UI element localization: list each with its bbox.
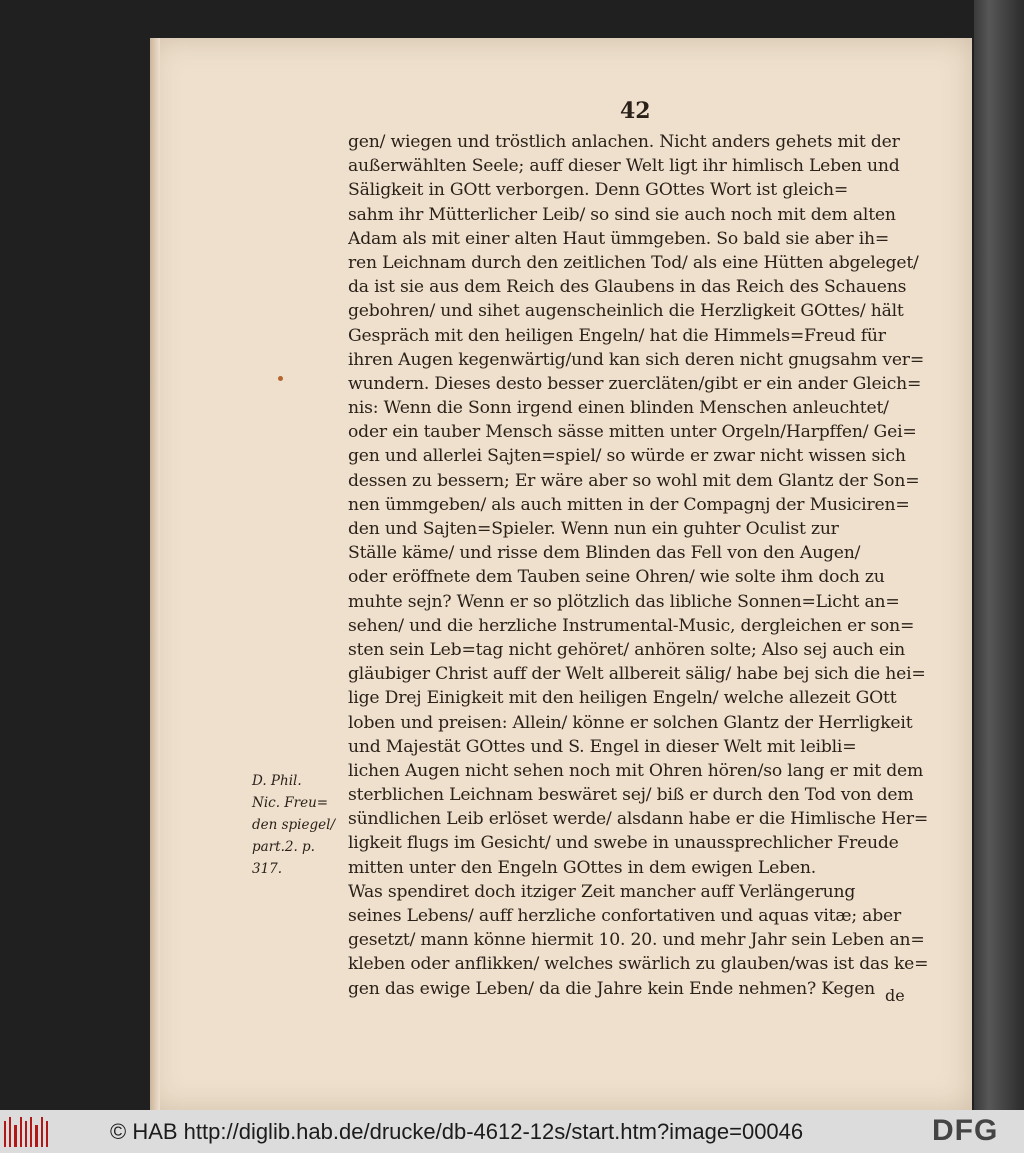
text-line: oder ein tauber Mensch sässe mitten unter Orgeln/Harpffen/ Gei=	[348, 422, 917, 443]
text-line: gesetzt/ mann könne hiermit 10. 20. und mehr Jahr sein Leben an=	[348, 930, 925, 951]
text-line: mitten unter den Engeln GOttes in dem ewigen Leben.	[348, 857, 816, 878]
text-line: ligkeit flugs im Gesicht/ und swebe in unaussprechlicher Freude	[348, 833, 899, 854]
text-line: gebohren/ und sihet augenscheinlich die Herzligkeit GOttes/ hält	[348, 301, 904, 322]
text-line: da ist sie aus dem Reich des Glaubens in das Reich des Schauens	[348, 277, 907, 298]
text-line: lichen Augen nicht sehen noch mit Ohren hören/so lang er mit dem	[348, 760, 924, 781]
text-line: gen das ewige Leben/ da die Jahre kein Ende nehmen? Kegen	[348, 978, 876, 999]
body-text	[348, 130, 936, 1001]
page-number: 42	[620, 98, 651, 124]
text-line: sterblichen Leichnam beswäret sej/ biß er durch den Tod von dem	[348, 785, 914, 806]
text-line: dessen zu bessern; Er wäre aber so wohl mit dem Glantz der Son=	[348, 470, 920, 491]
text-line: loben und preisen: Allein/ könne er solchen Glantz der Herrligkeit	[348, 712, 913, 733]
text-line: sten sein Leb=tag nicht gehöret/ anhören solte; Also sej auch ein	[348, 639, 906, 660]
text-line: außerwählten Seele; auff dieser Welt ligt ihr himlisch Leben und	[348, 156, 900, 177]
page-gutter	[150, 38, 160, 1110]
viewer-scroll-edge	[974, 0, 1024, 1110]
text-line: ren Leichnam durch den zeitlichen Tod/ als eine Hütten abgeleget/	[348, 252, 919, 273]
marginal-line: D. Phil.	[252, 773, 302, 789]
text-line: seines Lebens/ auff herzliche confortativen und aquas vitæ; aber	[348, 906, 902, 926]
text-line: Adam als mit einer alten Haut ümmgeben. So bald sie aber ih=	[348, 228, 890, 249]
marginal-line: den spiegel/	[252, 817, 335, 833]
text-line: Ställe käme/ und risse dem Blinden das Fell von den Augen/	[348, 543, 861, 564]
text-line: oder eröffnete dem Tauben seine Ohren/ wie solte ihm doch zu	[348, 567, 885, 588]
text-line: sündlichen Leib erlöset werde/ alsdann habe er die Himlische Her=	[348, 809, 929, 830]
catchword: de	[885, 986, 905, 1005]
text-line: gen und allerlei Sajten=spiel/ so würde er zwar nicht wissen sich	[348, 446, 906, 467]
marginal-line: part.2. p.	[252, 839, 315, 855]
text-line: ihren Augen kegenwärtig/und kan sich deren nicht gnugsahm ver=	[348, 349, 925, 370]
text-line: wundern. Dieses desto besser zuercläten/gibt er ein ander Gleich=	[348, 373, 922, 394]
text-line: Gespräch mit den heiligen Engeln/ hat die Himmels=Freud für	[348, 325, 886, 346]
text-line: sahm ihr Mütterlicher Leib/ so sind sie auch noch mit dem alten	[348, 204, 896, 225]
text-line: muhte sejn? Wenn er so plötzlich das libliche Sonnen=Licht an=	[348, 591, 900, 612]
text-line: Säligkeit in GOtt verborgen. Denn GOttes Wort ist gleich=	[348, 180, 849, 201]
text-line: nis: Wenn die Sonn irgend einen blinden Menschen anleuchtet/	[348, 398, 889, 419]
ink-spot	[278, 376, 283, 381]
text-line: gläubiger Christ auff der Welt allbereit sälig/ habe bej sich die hei=	[348, 664, 926, 685]
marginal-note	[252, 770, 344, 880]
text-line: den und Sajten=Spieler. Wenn nun ein guhter Oculist zur	[348, 519, 839, 539]
library-logo-icon	[4, 1117, 48, 1147]
text-line: kleben oder anflikken/ welches swärlich zu glauben/was ist das ke=	[348, 954, 929, 975]
text-line: und Majestät GOttes und S. Engel in dieser Welt mit leibli=	[348, 736, 857, 757]
footer-credit: © HAB http://diglib.hab.de/drucke/db-4612-12s/start.htm?image=00046	[110, 1119, 804, 1144]
marginal-line: 317.	[252, 861, 283, 877]
dfg-logo: DFG	[932, 1114, 999, 1147]
marginal-line: Nic. Freu=	[252, 795, 329, 811]
text-line: Was spendiret doch itziger Zeit mancher auff Verlängerung	[348, 881, 856, 902]
text-line: lige Drej Einigkeit mit den heiligen Engeln/ welche allezeit GOtt	[348, 688, 897, 709]
text-line: gen/ wiegen und tröstlich anlachen. Nicht anders gehets mit der	[348, 132, 900, 152]
text-line: sehen/ und die herzliche Instrumental-Music, dergleichen er son=	[348, 615, 915, 636]
text-line: nen ümmgeben/ als auch mitten in der Compagnj der Musiciren=	[348, 494, 910, 515]
